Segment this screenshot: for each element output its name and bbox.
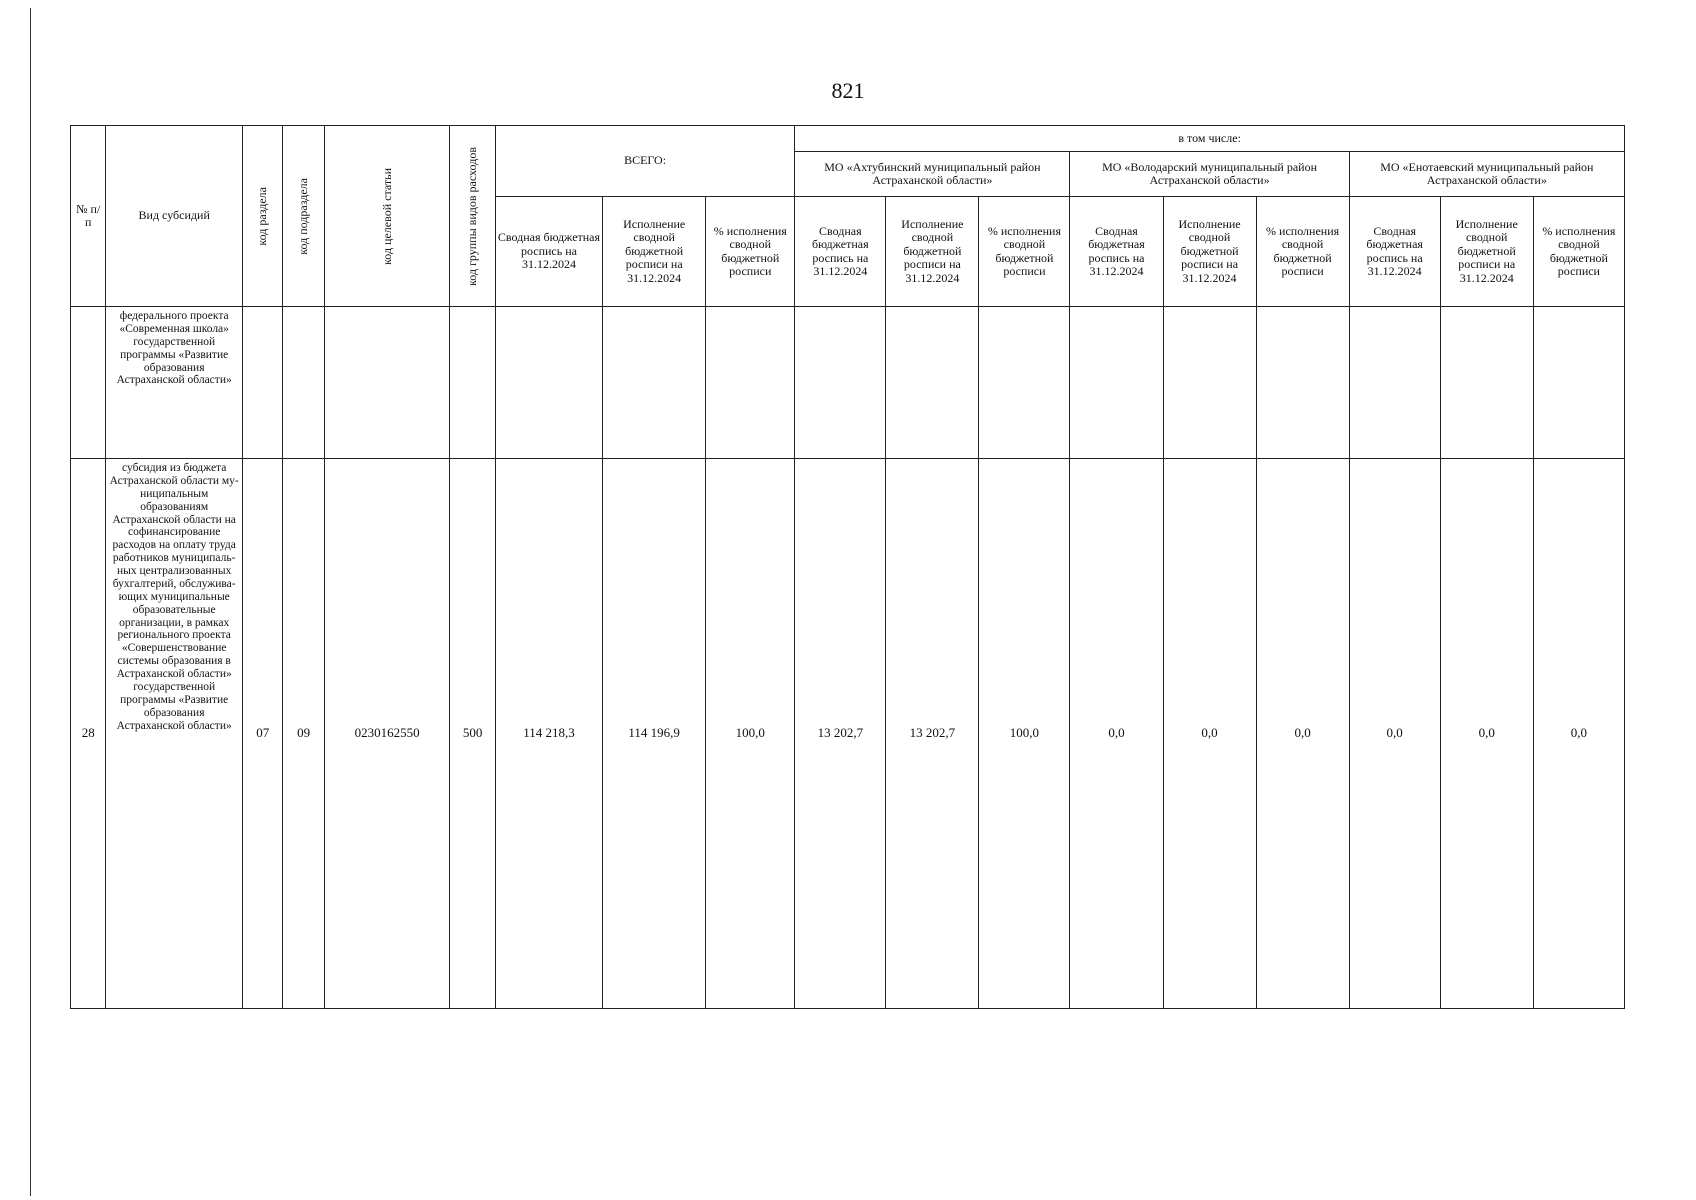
header-section-code: код раздела — [242, 126, 282, 307]
row-value — [1163, 307, 1256, 459]
row-r3-pct: 0,0 — [1533, 459, 1624, 1009]
row-r3-plan: 0,0 — [1349, 459, 1440, 1009]
header-total: ВСЕГО: — [495, 126, 794, 197]
row-value — [603, 307, 706, 459]
row-target — [324, 307, 449, 459]
row-group — [450, 307, 496, 459]
row-value — [706, 307, 795, 459]
header-r3-pct: % исполнения сводной бюджетной росписи — [1533, 197, 1624, 307]
header-total-pct: % исполнения сводной бюджетной росписи — [706, 197, 795, 307]
header-r1-plan: Сводная бюджетная роспись на 31.12.2024 — [795, 197, 886, 307]
row-section: 07 — [242, 459, 282, 1009]
page-number: 821 — [831, 78, 865, 103]
row-r1-plan: 13 202,7 — [795, 459, 886, 1009]
header-region-enotaevsky: МО «Енотаевский муниципальный район Астраханской области» — [1349, 152, 1624, 197]
header-r3-exec: Исполнение сводной бюджетной росписи на 31.12.2024 — [1440, 197, 1533, 307]
row-total-pct: 100,0 — [706, 459, 795, 1009]
row-value — [795, 307, 886, 459]
row-group: 500 — [450, 459, 496, 1009]
row-description: федерального проекта «Современная школа» государственной программы «Развитие образования Астраханской области» — [106, 307, 243, 459]
header-r2-exec: Исполнение сводной бюджетной росписи на 31.12.2024 — [1163, 197, 1256, 307]
row-num: 28 — [71, 459, 106, 1009]
row-total-exec: 114 196,9 — [603, 459, 706, 1009]
header-r3-plan: Сводная бюджетная роспись на 31.12.2024 — [1349, 197, 1440, 307]
row-r2-plan: 0,0 — [1070, 459, 1163, 1009]
header-r1-exec: Исполнение сводной бюджетной росписи на 31.12.2024 — [886, 197, 979, 307]
header-region-volodarsky: МО «Володарский муниципальный район Астраханской области» — [1070, 152, 1349, 197]
header-region-akhtubinsky: МО «Ахтубинский муниципальный район Астраханской области» — [795, 152, 1070, 197]
row-subsection: 09 — [283, 459, 324, 1009]
header-expense-group-code: код группы видов расходов — [450, 126, 496, 307]
header-r2-pct: % исполнения сводной бюджетной росписи — [1256, 197, 1349, 307]
header-total-plan: Сводная бюджетная роспись на 31.12.2024 — [495, 197, 602, 307]
row-value — [979, 307, 1070, 459]
left-margin-line — [30, 8, 31, 1196]
row-value — [1349, 307, 1440, 459]
row-num — [71, 307, 106, 459]
table-row — [71, 307, 1625, 459]
header-r1-pct: % исполнения сводной бюджетной росписи — [979, 197, 1070, 307]
row-r1-exec: 13 202,7 — [886, 459, 979, 1009]
row-value — [1256, 307, 1349, 459]
row-section — [242, 307, 282, 459]
header-subsection-code: код подраздела — [283, 126, 324, 307]
row-value — [1533, 307, 1624, 459]
row-value — [886, 307, 979, 459]
row-r2-exec: 0,0 — [1163, 459, 1256, 1009]
header-subsidy-type: Вид субсидий — [106, 126, 243, 307]
header-including: в том числе: — [795, 126, 1625, 152]
row-target: 0230162550 — [324, 459, 449, 1009]
row-description: субсидия из бюджета Астраханской области муниципальным образованиям Астраханской области на софинансирование расходов на оплату труда работников муниципальных централизованных бухгалтерий, обслуживающих муниципальные образовательные организации, в рамках регионального проекта «Совершенствование системы образования в Астраханской области» государственной программы «Развитие образования Астраханской области» — [106, 459, 243, 1009]
header-r2-plan: Сводная бюджетная роспись на 31.12.2024 — [1070, 197, 1163, 307]
row-r2-pct: 0,0 — [1256, 459, 1349, 1009]
budget-table — [70, 125, 1625, 1009]
row-value — [495, 307, 602, 459]
table-row — [71, 459, 1625, 1009]
row-r3-exec: 0,0 — [1440, 459, 1533, 1009]
header-target-code: код целевой статьи — [324, 126, 449, 307]
header-num: № п/п — [71, 126, 106, 307]
header-total-exec: Исполнение сводной бюджетной росписи на 31.12.2024 — [603, 197, 706, 307]
row-value — [1070, 307, 1163, 459]
row-value — [1440, 307, 1533, 459]
row-total-plan: 114 218,3 — [495, 459, 602, 1009]
row-subsection — [283, 307, 324, 459]
row-r1-pct: 100,0 — [979, 459, 1070, 1009]
